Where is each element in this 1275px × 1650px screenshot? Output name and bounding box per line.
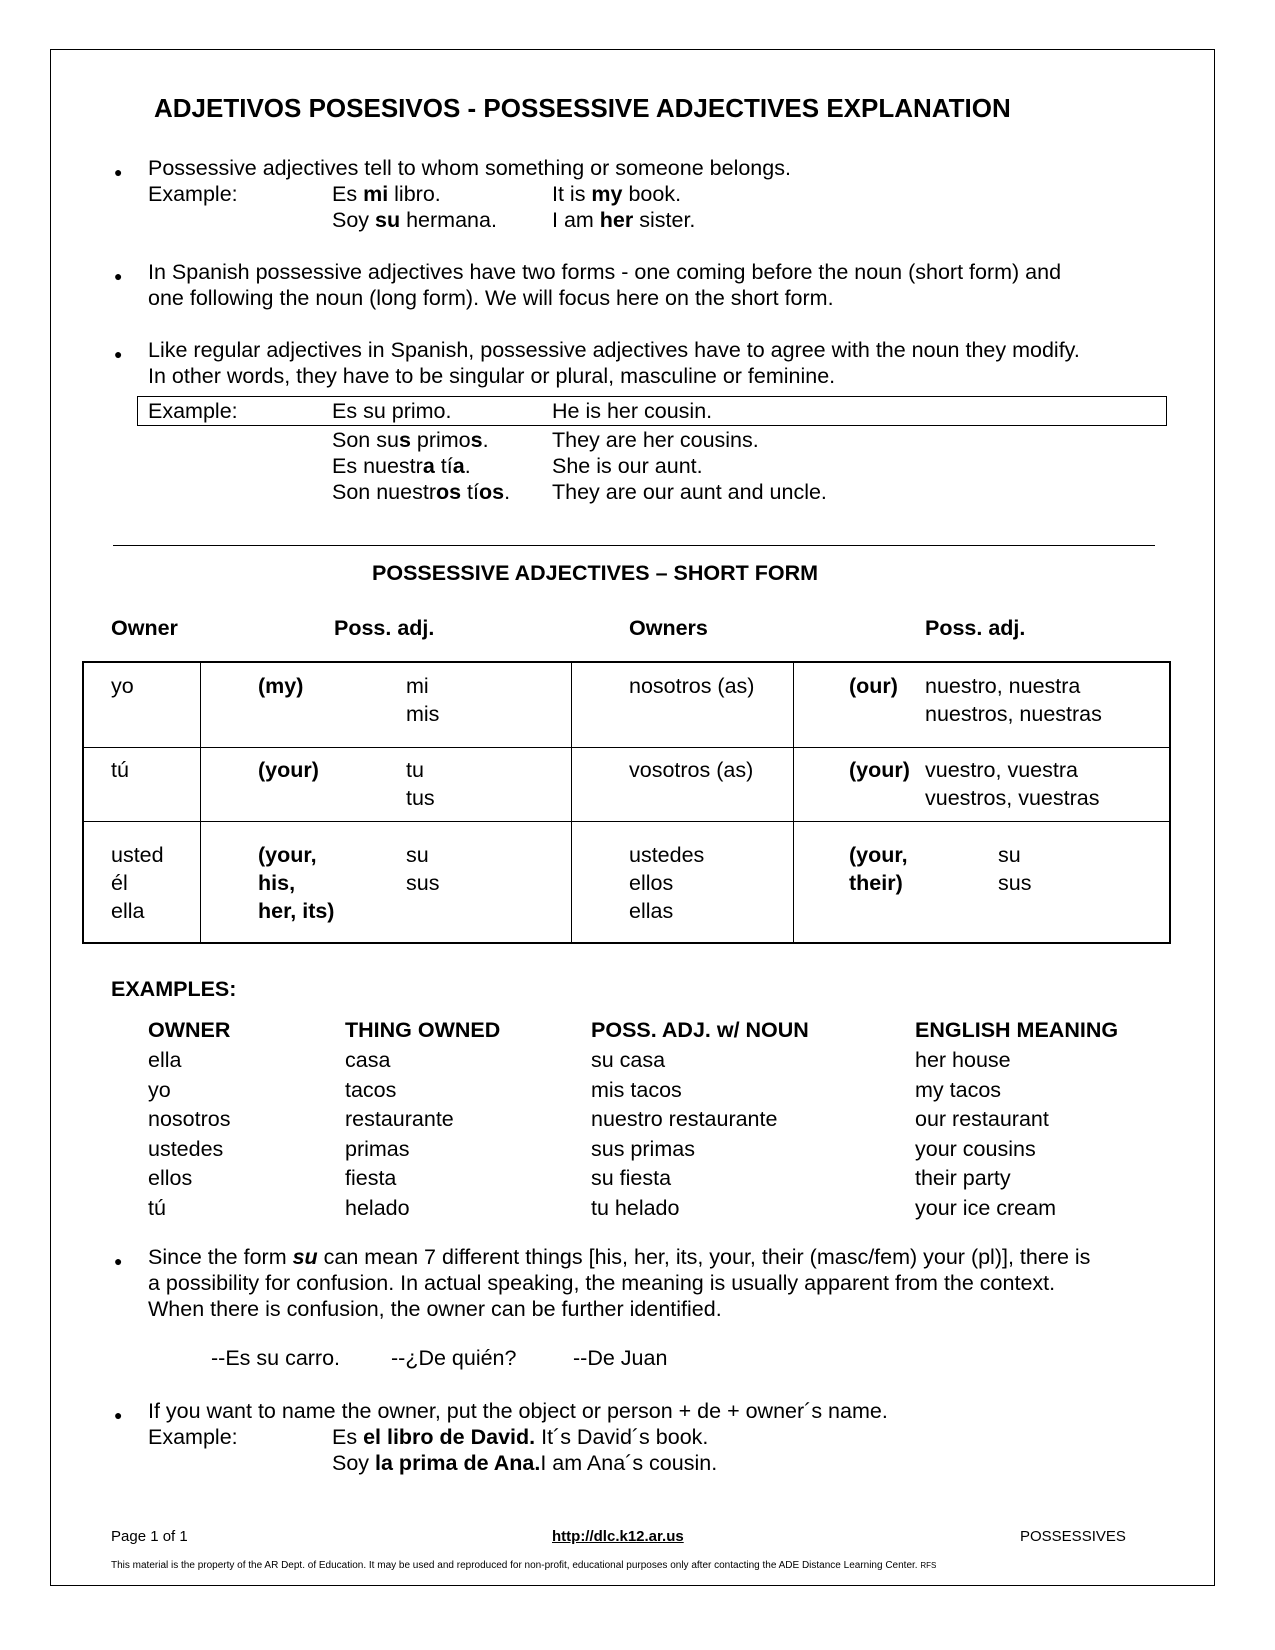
intro-paragraph-2-line-2: one following the noun (long form). We will focus here on the short form. [148, 286, 834, 310]
table-cell-owner: usted [111, 843, 164, 867]
example-owner: yo [148, 1077, 171, 1102]
su-note-line-1: Since the form su can mean 7 different things [his, her, its, your, their (masc/fem) your (pl)], there is [148, 1245, 1091, 1269]
example-thing-owned: helado [345, 1195, 410, 1220]
agreement-example-english: She is our aunt. [552, 454, 703, 478]
name-owner-example-label: Example: [148, 1425, 238, 1449]
examples-header-english: ENGLISH MEANING [915, 1018, 1119, 1042]
bullet-icon: ● [114, 268, 123, 284]
examples-header-thing-owned: THING OWNED [345, 1018, 501, 1042]
su-note-line-2: a possibility for confusion. In actual speaking, the meaning is usually apparent from the context. [148, 1271, 1056, 1295]
name-owner-example-2: Soy la prima de Ana.I am Ana´s cousin. [332, 1451, 718, 1475]
table-row-divider [84, 747, 1169, 748]
bullet-icon: ● [114, 346, 123, 362]
agreement-example-spanish: Son sus primos. [332, 428, 489, 452]
intro-paragraph-3-line-2: In other words, they have to be singular or plural, masculine or feminine. [148, 364, 836, 388]
agreement-example-spanish: Son nuestros tíos. [332, 480, 511, 504]
example-poss-adj-noun: su casa [591, 1048, 666, 1072]
table-cell-plural-meaning: (your) [849, 758, 910, 782]
footer-link[interactable]: http://dlc.k12.ar.us [552, 1528, 684, 1545]
table-cell-plural-form: vuestro, vuestra [925, 758, 1078, 782]
column-header-poss-adj: Poss. adj. [334, 616, 435, 640]
table-column-divider [793, 663, 794, 942]
example-label: Example: [148, 182, 238, 206]
intro-paragraph-1: Possessive adjectives tell to whom something or someone belongs. [148, 156, 791, 180]
agreement-example-spanish: Es nuestra tía. [332, 454, 471, 478]
table-cell-owner: yo [111, 674, 134, 698]
example-spanish-2: Soy su hermana. [332, 208, 497, 232]
example-poss-adj-noun: tu helado [591, 1195, 680, 1220]
example-thing-owned: fiesta [345, 1166, 397, 1190]
table-cell-plural-meaning: their) [849, 871, 903, 895]
bullet-icon: ● [114, 1253, 123, 1269]
table-cell-form: su [406, 843, 429, 867]
intro-paragraph-3-line-1: Like regular adjectives in Spanish, possessive adjectives have to agree with the noun they modify. [148, 338, 1080, 362]
table-cell-plural-form: nuestro, nuestra [925, 674, 1081, 698]
agreement-example-english: He is her cousin. [552, 399, 713, 423]
example-owner: ustedes [148, 1136, 224, 1161]
example-thing-owned: casa [345, 1048, 391, 1072]
agreement-example-label: Example: [148, 399, 238, 423]
table-cell-meaning: his, [258, 871, 296, 895]
example-english-1: It is my book. [552, 182, 682, 206]
example-owner: nosotros [148, 1107, 231, 1131]
example-owner: tú [148, 1195, 166, 1220]
footer-notice: This material is the property of the AR Dept. of Education. It may be used and reproduced for non-profit, educational purposes only after contacting the ADE Distance Learning Center. RFS [111, 1560, 937, 1571]
bullet-icon: ● [114, 1407, 123, 1423]
example-english-meaning: their party [915, 1166, 1011, 1190]
name-owner-example-1: Es el libro de David. It´s David´s book. [332, 1425, 709, 1449]
table-cell-owner: tú [111, 758, 129, 782]
example-poss-adj-noun: mis tacos [591, 1077, 682, 1102]
table-cell-form: tus [406, 786, 435, 810]
table-column-divider [200, 663, 201, 942]
agreement-example-english: They are our aunt and uncle. [552, 480, 827, 504]
example-english-meaning: my tacos [915, 1077, 1002, 1102]
example-english-meaning: your cousins [915, 1136, 1036, 1161]
table-cell-meaning: (my) [258, 674, 304, 698]
dialog-line: --De Juan [573, 1346, 668, 1370]
su-note-line-3: When there is confusion, the owner can be further identified. [148, 1297, 722, 1321]
page-title: ADJETIVOS POSESIVOS - POSSESSIVE ADJECTIVES EXPLANATION [154, 93, 1011, 123]
table-cell-meaning: her, its) [258, 899, 335, 923]
agreement-example-english: They are her cousins. [552, 428, 759, 452]
example-english-meaning: your ice cream [915, 1195, 1056, 1220]
example-english-2: I am her sister. [552, 208, 696, 232]
footer-section: POSSESSIVES [1020, 1528, 1126, 1545]
table-row-divider [84, 821, 1169, 822]
intro-paragraph-2-line-1: In Spanish possessive adjectives have two forms - one coming before the noun (short form) and [148, 260, 1062, 284]
examples-header-poss-adj: POSS. ADJ. w/ NOUN [591, 1018, 809, 1042]
examples-header-owner: OWNER [148, 1018, 231, 1042]
table-cell-plural-form: su [998, 843, 1021, 867]
agreement-example-spanish: Es su primo. [332, 399, 452, 423]
table-cell-plural-form: vuestros, vuestras [925, 786, 1100, 810]
example-thing-owned: restaurante [345, 1107, 454, 1131]
table-cell-owners: vosotros (as) [629, 758, 754, 782]
table-cell-plural-form: nuestros, nuestras [925, 702, 1102, 726]
example-poss-adj-noun: su fiesta [591, 1166, 672, 1190]
footer-page-number: Page 1 of 1 [111, 1528, 188, 1545]
table-cell-plural-meaning: (our) [849, 674, 898, 698]
table-cell-form: mis [406, 702, 440, 726]
example-english-meaning: our restaurant [915, 1107, 1049, 1131]
example-poss-adj-noun: sus primas [591, 1136, 695, 1161]
table-cell-plural-meaning: (your, [849, 843, 908, 867]
table-column-divider [571, 663, 572, 942]
table-cell-owner: ella [111, 899, 145, 923]
example-spanish-1: Es mi libro. [332, 182, 441, 206]
example-owner: ellos [148, 1166, 193, 1190]
table-cell-owners: nosotros (as) [629, 674, 755, 698]
short-form-heading: POSSESSIVE ADJECTIVES – SHORT FORM [372, 561, 819, 585]
table-cell-form: tu [406, 758, 424, 782]
example-poss-adj-noun: nuestro restaurante [591, 1107, 778, 1131]
examples-label: EXAMPLES: [111, 977, 237, 1001]
column-header-owner: Owner [111, 616, 178, 640]
table-cell-owners: ellos [629, 871, 674, 895]
example-thing-owned: primas [345, 1136, 410, 1161]
table-cell-owners: ellas [629, 899, 674, 923]
table-cell-owners: ustedes [629, 843, 705, 867]
column-header-owners: Owners [629, 616, 708, 640]
dialog-line: --¿De quién? [391, 1346, 517, 1370]
name-owner-line: If you want to name the owner, put the object or person + de + owner´s name. [148, 1399, 888, 1423]
section-divider [113, 545, 1155, 546]
dialog-line: --Es su carro. [211, 1346, 341, 1370]
example-english-meaning: her house [915, 1048, 1011, 1072]
table-cell-form: mi [406, 674, 429, 698]
bullet-icon: ● [114, 164, 123, 180]
table-cell-form: sus [406, 871, 440, 895]
table-cell-plural-form: sus [998, 871, 1032, 895]
column-header-poss-adj-plural: Poss. adj. [925, 616, 1026, 640]
example-thing-owned: tacos [345, 1077, 397, 1102]
table-cell-meaning: (your, [258, 843, 317, 867]
table-cell-meaning: (your) [258, 758, 319, 782]
example-owner: ella [148, 1048, 182, 1072]
table-cell-owner: él [111, 871, 128, 895]
